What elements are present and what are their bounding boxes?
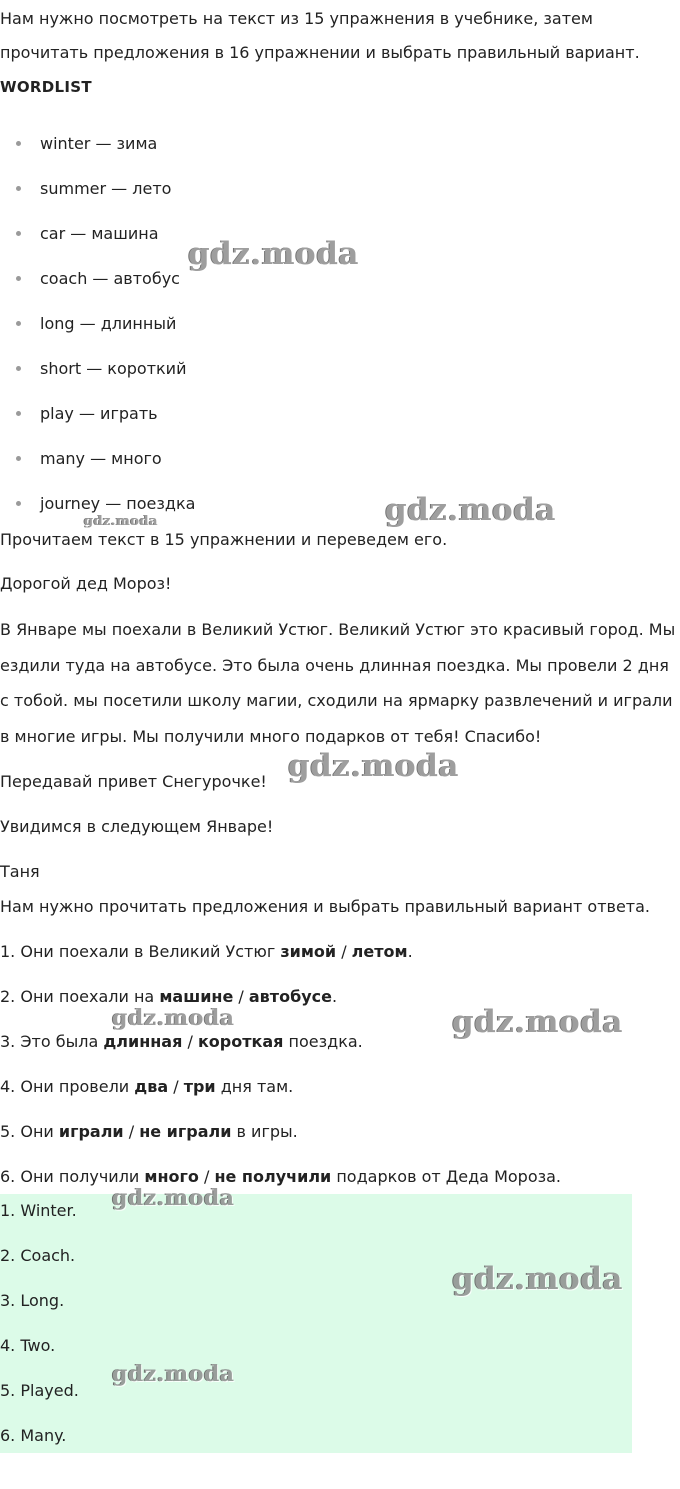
bullet-icon xyxy=(16,276,21,281)
sentence: 2. Они поехали на машине / автобусе. xyxy=(0,987,338,1006)
wordlist-entry: winter — зима xyxy=(40,134,158,153)
bullet-icon xyxy=(16,231,21,236)
answer-item: 4. Two. xyxy=(0,1336,56,1355)
watermark: gdz.moda xyxy=(385,492,556,528)
sentence: 4. Они провели два / три дня там. xyxy=(0,1077,294,1096)
answers-panel xyxy=(0,1194,632,1453)
watermark: gdz.moda xyxy=(112,1361,235,1387)
list-item xyxy=(0,447,400,471)
option-two: три xyxy=(183,1077,216,1096)
letter-see-you: Увидимся в следующем Январе! xyxy=(0,817,274,836)
wordlist-entry: summer — лето xyxy=(40,179,172,198)
wordlist-entry: coach — автобус xyxy=(40,269,180,288)
wordlist-entry: play — играть xyxy=(40,404,158,423)
option-one: зимой xyxy=(280,942,337,961)
option-two: не играли xyxy=(139,1122,232,1141)
watermark: gdz.moda xyxy=(188,236,359,272)
option-one: машине xyxy=(159,987,234,1006)
wordlist-entry: many — много xyxy=(40,449,162,468)
bullet-icon xyxy=(16,411,21,416)
letter-intro: Прочитаем текст в 15 упражнении и переведем его. xyxy=(0,530,448,549)
watermark: gdz.moda xyxy=(288,748,459,784)
sentence: 1. Они поехали в Великий Устюг зимой / летом. xyxy=(0,942,413,961)
intro-text: Нам нужно посмотреть на текст из 15 упражнения в учебнике, затем прочитать предложения в 16 упражнении и выбрать правильный вариант. xyxy=(0,9,640,62)
bullet-icon xyxy=(16,321,21,326)
letter-signature: Таня xyxy=(0,862,40,881)
wordlist-entry: journey — поездка xyxy=(40,494,196,513)
list-item xyxy=(0,357,400,381)
bullet-icon xyxy=(16,456,21,461)
option-two: летом xyxy=(351,942,408,961)
sentence: 3. Это была длинная / короткая поездка. xyxy=(0,1032,363,1051)
option-one: играли xyxy=(58,1122,124,1141)
option-one: длинная xyxy=(103,1032,183,1051)
watermark: gdz.moda xyxy=(112,1005,235,1031)
option-two: не получили xyxy=(214,1167,332,1186)
task-text: Нам нужно прочитать предложения и выбрать правильный вариант ответа. xyxy=(0,897,651,916)
watermark: gdz.moda xyxy=(452,1004,623,1040)
bullet-icon xyxy=(16,186,21,191)
option-one: два xyxy=(134,1077,169,1096)
watermark: gdz.moda xyxy=(84,514,159,529)
option-two: короткая xyxy=(197,1032,284,1051)
sentence: 5. Они играли / не играли в игры. xyxy=(0,1122,298,1141)
wordlist-entry: short — короткий xyxy=(40,359,187,378)
answer-item: 5. Played. xyxy=(0,1381,79,1400)
sentence: 6. Они получили много / не получили подарков от Деда Мороза. xyxy=(0,1167,562,1186)
watermark: gdz.moda xyxy=(112,1185,235,1211)
answer-item: 6. Many. xyxy=(0,1426,67,1445)
list-item xyxy=(0,492,400,516)
answer-item: 1. Winter. xyxy=(0,1201,77,1220)
option-one: много xyxy=(144,1167,199,1186)
bullet-icon xyxy=(16,141,21,146)
list-item xyxy=(0,177,400,201)
answer-item: 2. Coach. xyxy=(0,1246,76,1265)
letter-greeting: Дорогой дед Мороз! xyxy=(0,574,172,593)
answer-item: 3. Long. xyxy=(0,1291,65,1310)
wordlist-heading: WORDLIST xyxy=(0,78,92,96)
list-item xyxy=(0,402,400,426)
bullet-icon xyxy=(16,501,21,506)
wordlist-entry: long — длинный xyxy=(40,314,177,333)
list-item xyxy=(0,132,400,156)
letter-regards: Передавай привет Снегурочке! xyxy=(0,772,267,791)
bullet-icon xyxy=(16,366,21,371)
wordlist-entry: car — машина xyxy=(40,224,159,243)
watermark: gdz.moda xyxy=(452,1261,623,1297)
letter-body: В Январе мы поехали в Великий Устюг. Великий Устюг это красивый город. Мы ездили туда на автобусе. Это была очень длинная поездка. Мы провели 2 дня с тобой. мы посетили школу магии, сходили на ярмарку развлечений и играли в многие игры. Мы получили много подарков от тебя! Спасибо! xyxy=(0,620,676,746)
option-two: автобусе xyxy=(248,987,332,1006)
list-item xyxy=(0,312,400,336)
